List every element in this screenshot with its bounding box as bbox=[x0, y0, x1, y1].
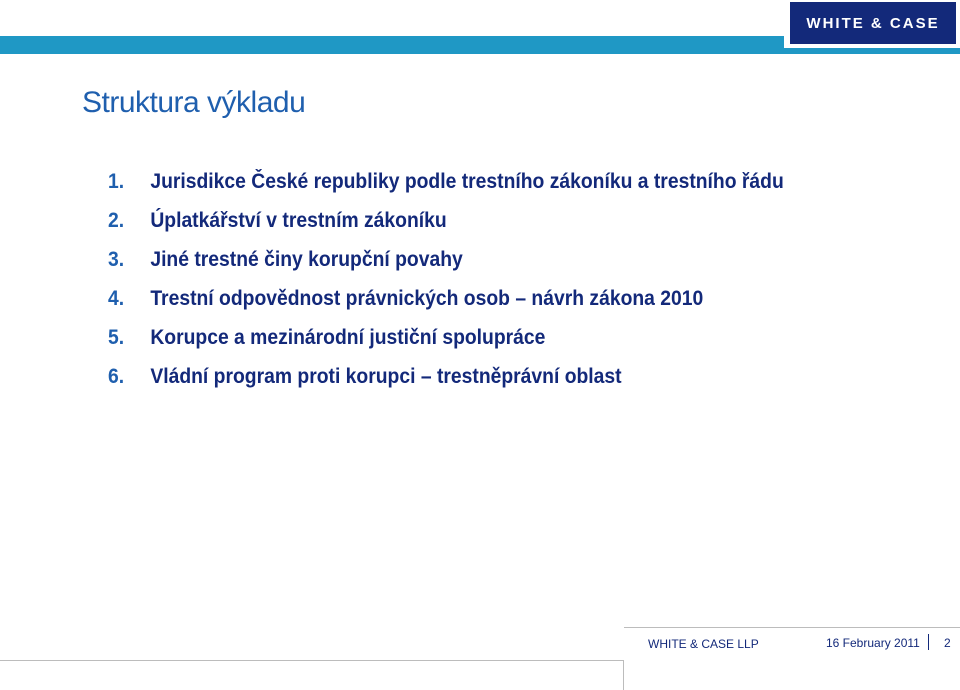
agenda-item-text: Korupce a mezinárodní justiční spolupráce bbox=[150, 326, 546, 349]
footer-left-box bbox=[0, 660, 624, 690]
agenda-item-text: Jurisdikce České republiky podle trestního zákoníku a trestního řádu bbox=[150, 170, 784, 193]
agenda-item-5 bbox=[108, 326, 784, 365]
agenda-item-text: Trestní odpovědnost právnických osob – návrh zákona 2010 bbox=[150, 287, 704, 310]
agenda-item-6 bbox=[108, 365, 784, 404]
agenda-item-number: 6. bbox=[108, 365, 125, 388]
logo-container bbox=[784, 0, 960, 48]
agenda-list bbox=[108, 170, 843, 404]
agenda-item-number: 5. bbox=[108, 326, 125, 349]
agenda-item-text: Jiné trestné činy korupční povahy bbox=[150, 248, 463, 271]
agenda-item-number: 1. bbox=[108, 170, 125, 193]
slide-title: Struktura výkladu bbox=[82, 86, 306, 119]
footer-divider bbox=[928, 634, 929, 650]
agenda-item-1 bbox=[108, 170, 784, 209]
agenda-item-number: 4. bbox=[108, 287, 125, 310]
agenda-item-3 bbox=[108, 248, 784, 287]
agenda-item-text: Úplatkářství v trestním zákoníku bbox=[150, 209, 447, 232]
agenda-item-number: 3. bbox=[108, 248, 125, 271]
page-number: 2 bbox=[944, 636, 951, 650]
agenda-item-4 bbox=[108, 287, 784, 326]
agenda-item-text: Vládní program proti korupci – trestněprávní oblast bbox=[150, 365, 622, 388]
footer-date: 16 February 2011 bbox=[826, 636, 920, 650]
white-case-logo: WHITE & CASE bbox=[790, 2, 956, 44]
agenda-item-2 bbox=[108, 209, 784, 248]
footer-firm-name: WHITE & CASE LLP bbox=[648, 637, 759, 651]
agenda-item-number: 2. bbox=[108, 209, 125, 232]
